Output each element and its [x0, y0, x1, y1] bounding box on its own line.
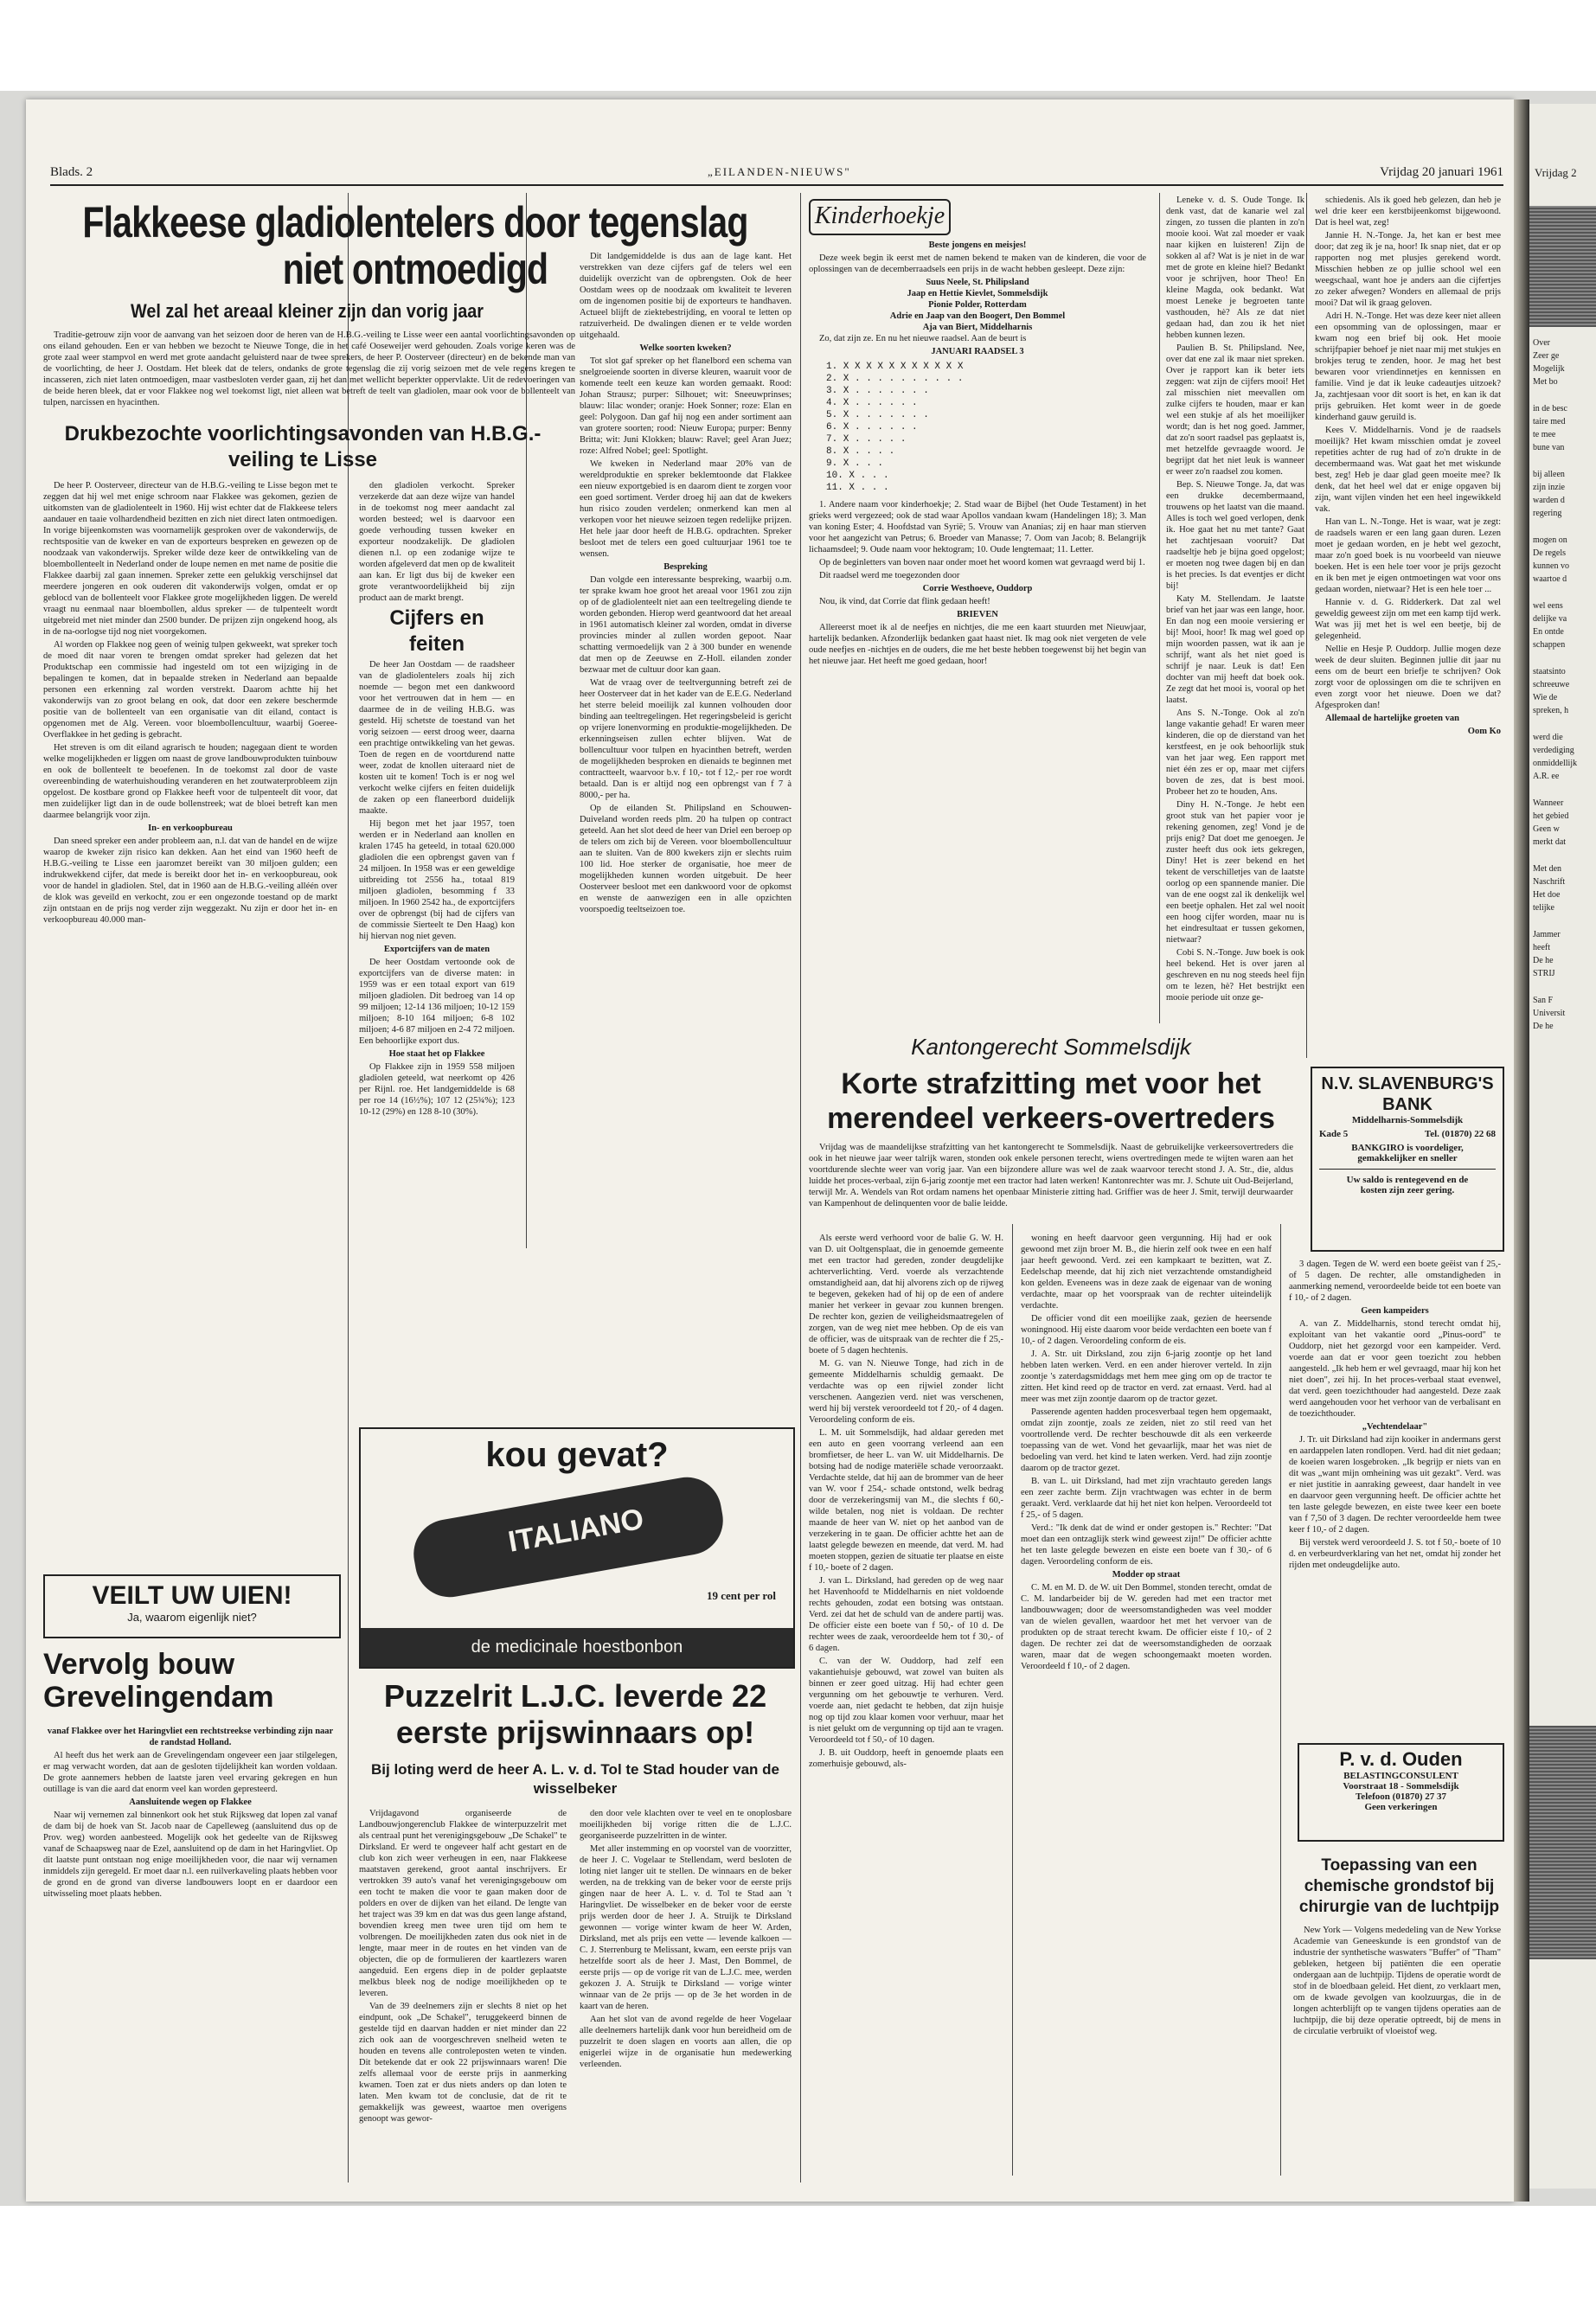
puzzelrit-paragraph: Met aller instemming en op voorstel van de voorzitter, de heer J. C. Vogelaar te Stellendam, werd besloten de loting niet langer uit te stellen. De winnaars en de beker werden, na de trekking van de beker voor de eerste prijs gingen naar de heer A. L. v. d. Tol te Stad aan 't Haringvliet. De wisselbeker en de beker voor de eerste prijs werden door de heer J. A. Struijk te Dirksland gewonnen — vorige winter kwam de heer W. Arden, Dirksland, met als prijs een vette — levende kalkoen — C. J. Sterrenburg te Melissant, kwam, een eerste prijs van hetzelfde soort als de heer J. Mast, Den Bommel, de eerste prijs — op de vorige rit van de L.J.C. mee, werden gekozen J. A. Struijk te Dirksland — vorige winter winnaar van de 2e prijs — op de 3e het worden in de kaart van de heren.	[580, 1844, 792, 2011]
adjacent-text-line: kunnen vo	[1533, 561, 1569, 571]
adjacent-text-line: A.R. ee	[1533, 772, 1560, 781]
lead-paragraph: Op de eilanden St. Philipsland en Schouwen-Duiveland worden reeds plm. 20 ha tulpen op contract geteeld. Aan het slot deed de heer van Driel een beroep op de telers om zich bij de Vereen. voor bloembollencultuur aan te sluiten. Van de 800 kwekers zijn er slechts ruim 100 lid. Hoe sterker de organisatie, hoe meer de mogelijkheden kunnen worden uitgebuit. De heer Oosterveer besloot met een dankwoord voor de opkomst en wenste de aanwezigen een in alle opzichten voorspoedig teeltseizoen toe.	[580, 804, 792, 914]
adjacent-text-line: wel eens	[1533, 601, 1563, 611]
puzzelrit-paragraph: Van de 39 deelnemers zijn er slechts 8 niet op het eindpunt, ook „De Schakel", teruggekeerd binnen de gestelde tijd en daarvan hadden er niet minder dan 22 zich ook aan de voorgeschreven snelheid weten te houden en tevens alle controleposten weten te vinden. Dit betekende dat er ook 22 prijswinnaars waren! Die zelfs allemaal voor de eerste prijs in aanmerking kwamen. Toen zat er dus niets anders op dan loten te laten. Men kwam tot de conclusie, dat de rit te gemakkelijk was geweest, waartoe men overigens genoopt was gewor-	[359, 2002, 567, 2124]
lead-paragraph: Het streven is om dit eiland agrarisch te houden; nagegaan dient te worden welke mogelijkheden er liggen om naast de grove landbouwprodukten tuinbouw en ook de bollenteelt te beoefenen. In de toekomst zal door de vaste overeenbinding de waterhuishouding veranderen en het zoutwaterprobleem zijn opgelost. De kostbare grond op Flakkee heeft voor de tulpenteelt dit voor, dat men zuidelijker ligt dan in de oude bollenstreek; wat de bloei betreft kan men daarmee belangrijk voor zijn.	[43, 743, 337, 820]
puzzelrit-column-1	[359, 1808, 567, 2171]
page-header	[50, 162, 1503, 186]
puzzle-row: 3. X . . . . . . .	[826, 386, 929, 396]
lead-paragraph: Hij begon met het jaar 1957, toen werden er in Nederland aan knollen en kralen 1745 ha geteeld, in totaal 620.000 gladiolen die een opbrengst gaven van f 24 miljoen. In 1958 was er een geweldige uitbreiding tot 2556 ha., totaal 819 miljoen gladiolen, besomming f 33 miljoen. In 1960 2542 ha., de exportcijfers over de opbrengst (bij had de cijfers van de commissie Sierteelt te Den Haag) kon hij hiervan nog niet geven.	[359, 819, 515, 941]
lead-paragraph: De heer P. Oosterveer, directeur van de H.B.G.-veiling te Lisse begon met te zeggen dat hij wel met enige schroom naar Flakkee was gekomen, gezien de uitkomsten van de gladiolenteelt in 1960. Hij wist echter dat de Flakkeese telers aandauer en taaie volhardendheid bezitten en zich niet direct laten ontmoedigen. In vorige bijeenkomsten was voornamelijk gesproken over de vakonderwijs, de rechtspositie van de kweker en van de exporteurs bespreken en gewezen op de noodzaak van vakonderwijs. Spreker wilde deze keer de ontwikkeling van de bloembollenteelt in Nederland onder de loupe nemen en met name de positie die Flakkee daarbij zal gaan innemen. Spreker zette een gelukkig verschijnsel dat meerdere jongeren en ook ouderen dit vakonderwijs volgen, omdat er op geblocd van de bollenteelt voor Flakkee grote mogelijkheden liggen. De wereld vraagt nu eenmaal naar bloembollen, aldus spreker — de tulpenteelt wordt uitgebreid met niet minder dan 2500 bunder. De prijzen zijn ongekend hoog, als in de na-oorlogse tijd nog niet voorgekomen.	[43, 481, 337, 637]
chemisch-article	[1293, 1925, 1501, 2176]
adjacent-text-line: heeft	[1533, 943, 1550, 952]
lead-column-2	[359, 480, 515, 1362]
italiano-ad	[359, 1427, 795, 1669]
court-paragraph: Verd.: "Ik denk dat de wind er onder gestopen is." Rechter: "Dat moet dan een ontzaglijk sterk wind geweest zijn!" De officier achtte het ten laste gelegde bewezen en eiste een boete van f 30,- of 6 dagen. Veroordeling conform de eis.	[1021, 1523, 1272, 1567]
lead-subheading: Welke soorten kweken?	[639, 343, 732, 353]
kinder-paragraph: Deze week begin ik eerst met de namen bekend te maken van de kinderen, die voor de oplossingen van de decemberraadsels een prijs in de wacht hebben gesleept. Deze zijn:	[809, 253, 1146, 274]
adjacent-text-line: STRIJ	[1533, 969, 1555, 978]
court-paragraph: M. G. van N. Nieuwe Tonge, had zich in de gemeente Middelharnis schuldig gemaakt. De verdachte was op een rijwiel zonder licht verschenen. Aangezien verd. niet was verschenen, werd hij bij verstek veroordeeld tot f 20,- of 4 dagen. Veroordeling conform de eis.	[809, 1359, 1003, 1425]
veilt-title: VEILT UW UIEN!	[92, 1581, 292, 1610]
lead-paragraph: Wat de vraag over de teeltvergunning betreft zei de heer Oosterveer dat in het kader van de E.E.G. Nederland het sterre beleid moeilijk zal kunnen volhouden door binding aan teeltregelingen. Het regeringsbeleid is gericht op vrijere lonenvorming en produktie-mogelijkheden. De erkenningseisen zullen echter blijven. Wat de bollencultuur voor tulpen en hyacinthen betreft, werden de mogelijkheden besproken en dienaids te beginnen met contractteelt, waarvoor b.v. f 10,- tot f 12,- per roe wordt betaald. Dan is er altijd nog een opbrengst van f 7 à 8000,- per ha.	[580, 678, 792, 800]
chemisch-headline: Toepassing van een chemische grondstof bij chirurgie van de luchtpijp	[1298, 1856, 1500, 1916]
bouw-paragraph: Al heeft dus het werk aan de Grevelingendam ongeveer een jaar stilgelegen, er mag verwacht worden, dat aan de gesloten tijdelijkheit kan worden voldaan. De grote aannemers hebben de laatste jaren veel ervaring gekregen en hun outillage is van die aard dat enorm veel kan worden gepresteerd.	[43, 1751, 337, 1794]
adjacent-text-line: merkt dat	[1533, 837, 1567, 847]
kinder-signoff: Oom Ko	[1467, 727, 1501, 736]
court-intro	[809, 1142, 1293, 1228]
slavenburg-ad	[1311, 1067, 1504, 1252]
court-column-3	[1289, 1259, 1501, 1726]
kinder-letter: Adri H. N.-Tonge. Het was deze keer niet alleen een opsomming van de oplossingen, maar er kwam nog een brief bij ook. Het mooie schrijfpapier behoef je niet naar mij met stukjes en brokjes terug te zenden, hoor. Je mag het best bewaren voor vriendinnetjes en kennissen en familie. Vind je dat ik leuke cadeautjes uitzoek? Ja, zachtjesaan voor dit soort is het, en kan ik dat prijs gebruiken. Het komt weer in de goede kinderhand gauw geruild is.	[1315, 311, 1501, 422]
lead-paragraph: Dit landgemiddelde is dus aan de lage kant. Het verstrekken van deze cijfers gaf de telers wel een duidelijk overzicht van de opbrengsten. Ook de heer Oostdam wees op de noodzaak om kwaliteit te leveren om de ingenomen positie bij de exporteurs te handhaven. Actueel blijft de ziektebestrijding, en vooral te letten op ratzuiverheid. De dwalingen dienen er te velde worden uitgehaald.	[580, 252, 792, 340]
kinder-closing: Allemaal de hartelijke groeten van	[1325, 714, 1459, 723]
italiano-tagline: de medicinale hoestbonbon	[361, 1628, 793, 1667]
court-paragraph: Bij verstek werd veroordeeld J. S. tot f 50,- boete of 10 d. en verbeurdverklaring van het net, omdat hij zonder het rijden met ondeugdelijke auto.	[1289, 1538, 1501, 1570]
ouden-title: BELASTINGCONSULENT	[1343, 1771, 1458, 1781]
puzzle-grid	[826, 361, 1146, 494]
adjacent-text-line: spreken, h	[1533, 706, 1569, 715]
slavenburg-line: BANKGIRO is voordeliger,	[1351, 1143, 1464, 1153]
court-kicker: Kantongerecht Sommelsdijk	[911, 1034, 1191, 1060]
lead-subheading: Exportcijfers van de maten	[383, 945, 490, 954]
ouden-note: Geen verkeringen	[1364, 1802, 1438, 1812]
court-paragraph: L. M. uit Sommelsdijk, had aldaar gereden met een auto en geen voorrang verleend aan een bromfietser, de heer L. van W. uit Middelharnis. De botsing had de nodige materiële schade veroorzaakt. Verdachte stelde, dat hij aan de brommer van de heer van W. voor f 254,- schade ontstond, welk bedrag door de verzekeringsmij van M., die slechts f 60,- wilde betalen, nog niet is voldaan. De rechter maande de heer van W. niet op het aanbod van de verzekering in te gaan. De officier achtte het aan de laatst gelegde bewezen en meende, dat verd. M. had moeten stoppen, gezien de situatie ter plaatse en eiste f 10,- boete of 2 dagen.	[809, 1428, 1003, 1573]
ouden-ad	[1298, 1743, 1504, 1842]
kinder-letter: Bep. S. Nieuwe Tonge. Ja, dat was een drukke decembermaand, trouwens op het laatst van die maand. Alles is toch wel goed verlopen, denk ik. Hoe gaat het nu met tante? Gaat het zachtjesaan vooruit? Dat raadseltje heb je bijna goed opgelost; er moeten nog twee dagen bij en dan is het precies. Is dat eventjes er dicht bij!	[1166, 480, 1304, 591]
chemisch-paragraph: New York — Volgens mededeling van de New Yorkse Academie van Geneeskunde is een grondstof van de industrie der synthetische waswaters "Buffer" of "Tham" gebleken, hetgeen bij patiënten die een operatie ondergaan aan de luchtpijp. Tijdens de operatie wordt de stof in de bloedbaan geleid. Het dient, zo verklaart men, om de kwade gevolgen van koolzuurgas, die in de longen achterblijft op te vangen tijdens operaties aan de luchtpijp, die bij deze operatie optreedt, bij de mens in de circulatie verbruikt of vloeistof weg.	[1293, 1926, 1501, 2036]
puzzle-row: 11. X . . .	[826, 483, 889, 493]
adjacent-text-line: De regels	[1533, 548, 1567, 558]
lead-subheading: Bespreking	[663, 562, 708, 572]
lead-subheading: In- en verkoopbureau	[148, 824, 233, 833]
column-rule	[1012, 1224, 1013, 2176]
adjacent-text-line: taire med	[1533, 417, 1566, 426]
kinder-letter: schiedenis. Als ik goed heb gelezen, dan heb je wel drie keer een kerstbijeenkomst bijgewoond. Dat is heel wat, zeg!	[1315, 195, 1501, 228]
adjacent-text-line: Met den	[1533, 864, 1562, 874]
adjacent-text-line: Wanneer	[1533, 798, 1564, 808]
lead-subhead: Wel zal het areaal kleiner zijn dan vorig jaar	[131, 300, 484, 322]
puzzle-row: 8. X . . . .	[826, 446, 895, 457]
adjacent-text-line: het gebied	[1533, 811, 1569, 821]
adjacent-page-date: Vrijdag 2	[1535, 166, 1577, 179]
kinder-paragraph: Allereerst moet ik al de neefjes en nichtjes, die me een kaart stuurden met Nieuwjaar, hartelijk bedanken. Afzonderlijk bedanken gaat haast niet. Ik mag ook niet vergeten de vele oude neefjes en -nichtjes en de ouders, die me het beste hebben toegewenst bij het begin van het nieuwe jaar. Het heeft me goed gedaan, hoor!	[809, 623, 1146, 666]
adjacent-photo	[1529, 1726, 1596, 1959]
kinder-letter: Katy M. Stellendam. Je laatste brief van het jaar was een lange, hoor. En dan nog een mooie versiering er bij! Mooi, hoor! Ik mag wel goed op mijn woorden passen, wat ik aan je schrijf, want als het niet goed is schrijf je naar. Leuk is dat! Een dochter van mij heeft dat boek ook. Ze zegt dat het mooi is, vooral op het laatst.	[1166, 594, 1304, 705]
puzzle-row: 5. X . . . . . . .	[826, 410, 929, 420]
lead-paragraph: Dan sneed spreker een ander probleem aan, n.l. dat van de handel en de wijze waarop de kweker zijn risico kan dekken. Aan het eind van 1960 heeft de H.B.G.-veiling te Lisse een jaaromzet bereikt van 30 miljoen gulden; een indrukwekkend cijfer, dat mede is bereikt door het in- en verkoopbureau, ook voor de handel in gladiolen. Stel, dat in 1960 aan de H.B.G.-veiling alléén over de klok was geveild en verkocht, zou er een ongezonde toestand op de markt zijn ontstaan en de prijs nog verder zijn weggezakt. Nu zijn er door het in- en verkoopbureau 40.000 man-	[43, 836, 337, 925]
court-paragraph: C. van der W. Ouddorp, had zelf een vakantiehuisje gebouwd, wat zowel van buiten als binnen er zeer goed uitzag. Hij had echter geen vergunning om het gebouwtje te verhuren. Verd. voerde aan, niet gedacht te hebben, dat zijn huisje nog op tijd zou klaar komen voor verhuur, maar het is niet gelukt om de vergunning op tijd aan te vragen. Veroordeeld tot f 50,- of 10 dagen.	[809, 1657, 1003, 1745]
kinder-letter: Kees V. Middelharnis. Vond je de raadsels moeilijk? Het kwam misschien omdat je zoveel repetities achter de rug had of zo'n drukte in de decembermaand was. Wat gaat het met wiskunde best, zeg! Heb je daar glad geen moeite mee? Ik denk, dat het heel wel dat er enige opgaven bij zijn, want vijlen vinden het een heel ingewikkeld vak.	[1315, 426, 1501, 514]
adjacent-text-line: Jammer	[1533, 930, 1561, 939]
kinder-greeting: Beste jongens en meisjes!	[928, 240, 1027, 250]
court-subheading: Geen kampeiders	[1361, 1306, 1429, 1316]
court-headline: Korte strafzitting met voor het merendeel verkeers-overtreders	[827, 1067, 1275, 1135]
slavenburg-tel: Tel. (01870) 22 68	[1424, 1129, 1496, 1139]
adjacent-text-line: zijn inzie	[1533, 483, 1565, 492]
court-paragraph: A. van Z. Middelharnis, stond terecht omdat hij, exploitant van het vakantie oord „Pinus-oord" te Ouddorp, niet het gezorgd voor een kampeider. Verd. voerde aan dat er voor geen toezicht zou hebben aangesteld. „Ik heb hem er wel gevraagd, maar hij kon het niet doen", zei hij. In het proces-verbaal staat evenwel, dat verd. geen toezichthouder had aangesteld. Deze zaak werd aangehouden voor het verhoor van de verbalisant en de toezichthouder.	[1289, 1319, 1501, 1419]
adjacent-text-line: schreeuwe	[1533, 680, 1570, 689]
kinder-letter: Ans S. N.-Tonge. Ook al zo'n lange vakantie gehad! Er waren meer kinderen, die op de dierstand van het kerstfeest, en je ook behoorlijk stuk van het jaar weg. Een rapport met niet één zes er op, maar met cijfers boven de zes, dat is best mooi. Probeer het zo te houden, Ans.	[1166, 708, 1304, 797]
adjacent-text-line: San F	[1533, 996, 1554, 1005]
lead-paragraph: Dan volgde een interessante bespreking, waarbij o.m. ter sprake kwam hoe groot het areaal voor 1961 zou zijn op of de gladiolenteelt niet aan een teeltregeling diende te worden gebonden. Hierop werd geantwoord dat het areaal in 1961 automatisch kleiner zal worden, omdat in diverse provincies minder al zullen worden gepoot. Naar schatting vermoedelijk van 2 à 300 bunder en wenende dat men op de Zeeuwse en Z-Holl. eilanden zonder bezwaar met de cultuur door kan gaan.	[580, 575, 792, 675]
adjacent-text-line: te mee	[1533, 430, 1556, 439]
kinder-winners	[809, 277, 1146, 333]
kinder-letter: Jannie H. N.-Tonge. Ja, het kan er best mee door; dat zeg ik je na, hoor! Ik snap niet, dat er op rapporten nog met plusjes gerekend wordt. Misschien hebben ze op jullie school wel een weegschaal, want hoe je anders aan die cijfertjes zo zeker afwegen? Wonders en allemaal de prijs mooi? Dat wil ik graag geloven.	[1315, 231, 1501, 308]
puzzle-clues: 1. Andere naam voor kinderhoekje; 2. Stad waar de Bijbel (het Oude Testament) in het grieks werd vergezeed; ook de stad waar Apollos vandaan kwam (Handelingen 18); 3. Man van koning Ester; 4. Hoofdstad van Syrië; 5. Vrouw van Ananias; zij en haar man stierven voor het aangezicht van Petrus; 6. Broeder van Manasse; 7. Oom van Jacob; 8. Belangrijk lichaamsdeel; 9. Oude naam voor hektogram; 10. Oude lengtemaat; 11. Letter.	[809, 500, 1146, 554]
adjacent-text-line: Zeer ge	[1533, 351, 1560, 361]
veilt-box	[43, 1574, 341, 1638]
kinderhoekje-column-2	[1166, 195, 1304, 1025]
court-paragraph: De officier vond dit een moeilijke zaak, gezien de heersende woningnood. Hij eiste daarom voor beide verdachten een boete van f 10,- of 2 dagen. Veroordeling conform de eis.	[1021, 1314, 1272, 1346]
adjacent-text-line: staatsinto	[1533, 667, 1566, 676]
adjacent-text	[1533, 337, 1595, 1034]
adjacent-text-line: Universit	[1533, 1009, 1566, 1018]
ouden-name: P. v. d. Ouden	[1339, 1748, 1463, 1770]
lead-intro	[43, 330, 575, 416]
page-binding	[1514, 99, 1529, 2202]
winner-name: Pionie Polder, Rotterdam	[928, 300, 1027, 310]
adjacent-photo	[1529, 206, 1596, 327]
ouden-tel: Telefoon (01870) 27 37	[1355, 1791, 1446, 1802]
puzzle-sender: Corrie Westhoeve, Ouddorp	[922, 584, 1033, 593]
court-paragraph: C. M. en M. D. de W. uit Den Bommel, stonden terecht, omdat de C. M. landarbeider bij de W. gereden had met een tractor met landbouwwagen; door de weersomstandigheden was veel modder van de wielen gevallen, waardoor het met het vervoer van de produkten op de straat terecht kwam. De officier eiste f 10,- of 2 dagen. De rechter zei dat de weersomstandigheden de oorzaak waren, maar dat de wegen schoongemaakt moeten worden. Veroordeeld f 10,- of 2 dagen.	[1021, 1583, 1272, 1671]
adjacent-text-line: verdediging	[1533, 746, 1574, 755]
adjacent-text-line: Naschrift	[1533, 877, 1566, 887]
court-subheading: Modder op straat	[1112, 1570, 1181, 1580]
adjacent-text-line: En ontde	[1533, 627, 1564, 637]
lead-paragraph: De heer Jan Oostdam — de raadsheer van de gladiolentelers zoals hij zich noemde — begon met een dankwoord voor het vertrouwen dat in hem — en daarmee de in de veiling H.B.G. was gesteld. Hij schetste de toestand van het vorig seizoen — eerst droog weer, daarna een prachtige ontwikkeling van het gewas. Toen de regen en de voortdurend natte weer, zodat de knollen uiteraard niet de kosten uit te komen! Toch is er nog wel verkocht welke cijfers en feiten duidelijk de zaken op een flaneerbord duidelijk maakte.	[359, 660, 515, 816]
kinder-letter: Cobi S. N.-Tonge. Juw boek is ook heel bekend. Het is over jaren al geschreven en nu nog steeds heel fijn om te lezen, hè? Het bestrijkt een mooie periode uit onze ge-	[1166, 948, 1304, 1003]
veilt-sub: Ja, waarom eigenlijk niet?	[127, 1611, 257, 1624]
puzzle-row: 7. X . . . . .	[826, 434, 907, 445]
slavenburg-address: Kade 5	[1319, 1129, 1349, 1139]
lead-subheading: Hoe staat het op Flakkee	[388, 1049, 485, 1059]
lead-paragraph: Op Flakkee zijn in 1959 558 miljoen gladiolen geteeld, wat neerkomt op 426 per Rijnl. roe. Het landgemiddelde is 68 per roe 14 (16½%); 107 12 (25¾%); 123 10-12 (29%) en 128 8-10 (30%).	[359, 1062, 515, 1117]
slavenburg-line: gemakkelijker en sneller	[1357, 1153, 1458, 1163]
kinder-letter: Paulien B. St. Philipsland. Nee, over dat ene zal ik maar niet spreken. Over je rapport kan ik beter iets zeggen: wat zijn de cijfers mooi! Het zal misschien niet meevallen om zulke cijfers te houden, maar er kan wel een stukje af als het moeilijker wordt; dan is het nog goed. Jammer, dat zo'n soort raadsel pas geplaatst is, met hetzelfde gevraagde woord. Je begrijpt dat het niet leuk is wanneer er weer zo'n raadsel zou komen.	[1166, 343, 1304, 477]
lead-paragraph: De heer Oostdam vertoonde ook de exportcijfers van de diverse maten: in 1959 was er een totaal export van 619 miljoen gladiolen. Dit bedroeg van 14 op 99 miljoen; 12-14 136 miljoen; 10-12 159 miljoen; 8-10 164 miljoen; 6-8 102 miljoen; 4-6 87 miljoen en 2-4 72 miljoen. Een behoorlijke export dus.	[359, 958, 515, 1046]
adjacent-text-line: schappen	[1533, 640, 1566, 650]
adjacent-text-line: waartoe d	[1533, 574, 1567, 584]
court-column-1	[809, 1233, 1003, 2176]
adjacent-text-line: telijke	[1533, 903, 1554, 913]
court-paragraph: B. van L. uit Dirksland, had met zijn vrachtauto gereden langs een zeer zachte berm. Zijn vrachtwagen was echter in de berm geraakt. Verd. verklaarde dat hij het niet kon helpen. Veroordeeld tot f 25,- of 5 dagen.	[1021, 1477, 1272, 1520]
adjacent-text-line: warden d	[1533, 496, 1565, 505]
kinder-paragraph: Nou, ik vind, dat Corrie dat flink gedaan heeft!	[819, 597, 990, 606]
kinder-paragraph: Zo, dat zijn ze. En nu het nieuwe raadsel. Aan de beurt is	[819, 334, 1027, 343]
adjacent-text-line: Over	[1533, 338, 1550, 348]
italiano-brand: ITALIANO	[505, 1502, 646, 1559]
adjacent-text-line: Wie de	[1533, 693, 1558, 702]
italiano-headline: kou gevat?	[485, 1436, 669, 1474]
adjacent-text-line: De he	[1533, 1022, 1554, 1031]
kinderhoekje-title: Kinderhoekje	[809, 199, 951, 235]
court-paragraph: woning en heeft daarvoor geen vergunning. Hij had er ook gewoond met zijn broer M. B., die hierin zelf ook twee en een half jaar heeft gewoond. Verd. zei een kampkaart te bezitten, wat Z. Eedelschap meende, dat hij zich niet verzachtende omstandigheid kon gelden. Eveneens was in deze zaak de eigenaar van de woning verdachte, maar op het voorspraak van de rechter uiteindelijk verdachte.	[1021, 1234, 1272, 1311]
puzzelrit-headline: Puzzelrit L.J.C. leverde 22 eerste prijswinnaars op!	[383, 1678, 767, 1750]
lead-paragraph: We kweken in Nederland maar 20% van de wereldproduktie en spreker beklemtoonde dat Flakkee een nieuw exportgebied is en daarom dient te zorgen voor een goed sortiment. Verder droeg hij aan dat de kwekers hun risico zouden verdelen; onmerkend kan men al verkopen voor het nieuwe seizoen tegen redelijke prijzen. Het hele jaar door heeft de H.B.G. opdrachten. Spreker besloot met de telers een goed cultuurjaar 1961 toe te wensen.	[580, 459, 792, 559]
bouw-dek: vanaf Flakkee over het Haringvliet een rechtstreekse verbinding zijn naar de randstad Holland.	[47, 1727, 334, 1747]
kinderhoekje-column-1	[809, 240, 1146, 1027]
lead-column-3	[580, 251, 792, 1397]
adjacent-text-line: in de besc	[1533, 404, 1567, 413]
lead-paragraph: Al worden op Flakkee nog geen of weinig tulpen gekweekt, wat spreker toch de moed dit naar voren te brengen omdat spreker had gelezen dat het Produktschap een commissie had ingesteld om tot een wijziging in de bepalingen te komen, dat in bepaalde streken in Nederland aan bepaalde personen een erkenning zal worden verstrekt. Daarom achtte hij het vakonderwijs van zo groot belang en ook, dat door een zekere beschermde positie van de bollenteelt van een organisatie van dit eiland, contact is opgenomen met de Alg. Vereen. voor bloembollencultuur, waarbij Goeree-Overflakkee in het geding is gebracht.	[43, 640, 337, 740]
lead-paragraph: den gladiolen verkocht. Spreker verzekerde dat aan deze wijze van handel in de toekomst nog meer aandacht zal worden besteed; wel is daarvoor een goede verhouding tussen kweker en exporteur noodzakelijk. De gladiolen dienen n.l. op een zodanige wijze te worden afgeleverd dat men op de kwaliteit aan kan. Er ligt dus bij de kweker een grote verantwoordelijkheid bij zijn product aan de markt brengt.	[359, 481, 515, 603]
hoestbonbon-roll	[408, 1471, 728, 1602]
winner-name: Aja van Biert, Middelharnis	[922, 323, 1033, 332]
column-rule	[1280, 1224, 1281, 2176]
puzzelrit-paragraph: den door vele klachten over te veel en te onoplosbare moeilijkheden bij vorige ritten die de L.J.C. georganiseerde puzzelritten in de winter.	[580, 1809, 792, 1841]
kinder-paragraph: Op de beginletters van boven naar onder moet het woord komen wat gevraagd werd bij 1.	[819, 558, 1145, 567]
puzzle-row: 10. X . . .	[826, 471, 889, 481]
court-paragraph: 3 dagen. Tegen de W. werd een boete geëist van f 25,- of 5 dagen. De rechter, alle omstandigheden in aanmerking nemend, veroordeelde beide tot een boete van f 10,- of 2 dagen.	[1289, 1259, 1501, 1303]
puzzelrit-subhead: Bij loting werd de heer A. L. v. d. Tol te Stad houder van de wisselbeker	[371, 1761, 779, 1797]
adjacent-text-line: regering	[1533, 509, 1562, 518]
column-rule	[348, 193, 349, 2182]
adjacent-text-line: onmiddellijk	[1533, 759, 1578, 768]
bouw-paragraph: Naar wij vernemen zal binnenkort ook het stuk Rijksweg dat lopen zal vanaf de dam bij de hoek van St. Jacob naar de Capelleweg (aansluitend dus op de Prov. weg) worden aanbesteed. Mogelijk ook het gedeelte van de Rijksweg vanaf de Schaapsweg naar de Ezel, aansluitend op de dam in het Haringvliet. Op dit laatste punt ontstaan nog enige moeilijkheden voor, die naar wij vernamen inmiddels zijn geregeld. Er moet daar n.l. een ruilverkaveling plaats hebben voor de grond en de grond van diverse landbouwers loopt en er daardoor een uitwisseling moet plaats hebben.	[43, 1811, 337, 1899]
slavenburg-line: Uw saldo is rentegevend en de	[1319, 1169, 1496, 1185]
court-paragraph: Vrijdag was de maandelijkse strafzitting van het kantongerecht te Sommelsdijk. Naast de gebruikelijke verkeersovertreders die ook in het nieuwe jaar weer talrijk waren, stonden ook enkele personen terecht, wiens overtredingen mede te wijten waren aan het voortdurende slechte weer van vorig jaar. Van een bijzondere allure was wel de zaak waarvoor terecht stond J. A. Str., die, aldus luidde het proces-verbaal, zijn 6-jarig zoontje met een tractor had laten werken! Kantonrechter was mr. J. Schute uit Oud-Beijerland, terwijl Mr. A. Wendels van Rot ordam namens het openbaar Ministerie zitting had. Griffier was de heer J. Smit, terwijl deurwaarder van Kampenhout de delinquenten voor de balie leidde.	[809, 1143, 1293, 1208]
court-subheading: „Vechtendelaar"	[1362, 1422, 1428, 1432]
adjacent-text-line: Mogelijk	[1533, 364, 1565, 374]
puzzle-row: 9. X . . .	[826, 458, 884, 469]
puzzle-row: 2. X . . . . . . . . . .	[826, 374, 964, 384]
newspaper-page	[26, 99, 1514, 2202]
adjacent-page	[1529, 104, 1596, 2189]
adjacent-text-line: mogen on	[1533, 535, 1567, 545]
adjacent-text-line: De he	[1533, 956, 1554, 965]
page-date: Vrijdag 20 januari 1961	[1380, 165, 1503, 179]
kinder-letter: Hannie v. d. G. Ridderkerk. Dat zal wel geweldig geweest zijn om met een kamp tijd werk. Wat was jij met het is wel een beetje, bij de gelegenheid.	[1315, 598, 1501, 641]
lead-paragraph: Tot slot gaf spreker op het flanelbord een schema van snelgroeiende soorten in diverse kleuren, waaruit voor de komende teelt een keuze kan worden gemaakt. Rood: Johan Strausz; purper: Silhouet; wit: Sneeuwprinses; blauw: lilac wonder; oranje: Hoek Sonner; roze: Elan en geel: Polygoon. Dan gaf hij nog een ander sortiment aan van grotere soorten; rood: Nieuw Europa; purper: Benny Britta; wit: Juni Klokken; blauw: Ravel; geel Aran Juez; roze: Alfred Nobel; geel: Spotlight.	[580, 356, 792, 456]
winner-name: Jaap en Hettie Kievlet, Sommelsdijk	[907, 289, 1048, 298]
ouden-address: Voorstraat 18 - Sommelsdijk	[1343, 1781, 1459, 1791]
slavenburg-contact	[1312, 1125, 1503, 1143]
court-paragraph: Als eerste werd verhoord voor de balie G. W. H. van D. uit Ooltgensplaat, die in genoemde gemeente met een tractor had gereden, zonder deugdelijke achterverlichting. Verd. voerde als verzachtende omstandigheid aan, dat hij alvorens zich op de rijweg te begeven, gekeken had of hij op de een of andere manier het verkeer in gevaar zou kunnen brengen. De rechter kon, gezien de veiligheidsmaatregelen of zorgen, van de weg niet mee hebben. Op de eis van de officier, was de uitspraak van de rechter die f 25,- boete of 5 dagen hechtenis.	[809, 1234, 1003, 1356]
adjacent-text-line: bij alleen	[1533, 470, 1565, 479]
slavenburg-place: Middelharnis-Sommelsdijk	[1351, 1115, 1464, 1125]
kinder-paragraph: Dit raadsel werd me toegezonden door	[819, 571, 960, 580]
kinder-letter: Nellie en Hesje P. Ouddorp. Jullie mogen deze week de deur sluiten. Beginnen jullie dit jaar nu eens om de beurt een briefje te schrijven? Ook zorgt voor de oplossingen om die te schrijven en even zorgt voor het nieuwe. Doen we dat? Afgesproken dan!	[1315, 644, 1501, 710]
adjacent-text-line: werd die	[1533, 733, 1563, 742]
bouw-headline: Vervolg bouw Grevelingendam	[43, 1648, 274, 1714]
bouw-article	[43, 1726, 337, 2176]
slavenburg-name: N.V. SLAVENBURG'S BANK	[1321, 1074, 1494, 1114]
lead-intro-text: Traditie-getrouw zijn voor de aanvang van het seizoen door de heren van de H.B.G.-veiling te Lisse weer een aantal voorlichtingsavonden op ons eiland gehouden. Een er van hebben we bezocht te Nieuwe Tonge, die in het café Ooseweijer werd gehouden. Zoals vorige keren was de grote zaal weer stampvol en werd met grote aandacht geluisterd naar de twee sprekers, de heer P. Oosterveer (directeur) en de bekende man van de voorlichting, de heer J. Oostdam. Het bleek dat de telers, ondanks de grote tegenslag die zij vorig seizoen met de vele regens kregen te incasseren, zich niet laten ontmoedigen, maar vastbesloten verder gaan, zij het dan met wellicht beperkter oppervlakte. Uit de redevoeringen van de beide heren bleek, dat er voor Flakkee nog wel toekomst ligt, niet alleen wat betreft de teelt van gladiolen, maar ook voor de bollenteelt van tulpen, narcissen en hyacinthen.	[43, 330, 575, 407]
winner-name: Suus Neele, St. Philipsland	[926, 278, 1029, 287]
court-paragraph: J. A. Str. uit Dirksland, zou zijn 6-jarig zoontje op het land hebben laten werken. Verd. en een ander hierover verteld. In zijn zoontje 's zaterdagsmiddags met hem mee ging om op de tractor te zitten. Het kind reed op de tractor en verd. zat ernaast. Verd. had al meer was met zijn zoontje daarom op de tractor gezet.	[1021, 1349, 1272, 1404]
lead-column-1	[43, 480, 337, 1362]
adjacent-text-line: delijke va	[1533, 614, 1567, 624]
puzzle-row: 1. X X X X X X X X X X X	[826, 362, 964, 372]
puzzle-row: 6. X . . . . . .	[826, 422, 918, 433]
court-paragraph: J. B. uit Ouddorp, heeft in genoemde plaats een zomerhuisje gebouwd, als-	[809, 1748, 1003, 1769]
slavenburg-line: kosten zijn zeer gering.	[1360, 1185, 1455, 1195]
column-rule	[1159, 193, 1160, 1023]
adjacent-text-line: bune van	[1533, 443, 1565, 452]
puzzle-title: JANUARI RAADSEL 3	[931, 347, 1024, 356]
court-column-2	[1021, 1233, 1272, 2176]
masthead: „EILANDEN-NIEUWS"	[708, 165, 851, 178]
lead-headline: Flakkeese gladiolentelers door tegenslag niet ontmoedigd	[82, 198, 748, 293]
court-paragraph: Passerende agenten hadden procesverbaal tegen hem opgemaakt, omdat zijn zoontje, zoals ze zeiden, niet zo stil reed van het voortrollende verd. De rechter beschouwde dit als een verkeerde toepassing van de wet. Vond het gevaarlijk, maar het was niet de bedoeling van verd. het kind te laten werken. Verd. had zijn zoontje daarom op de tractor gezet.	[1021, 1407, 1272, 1473]
adjacent-text-line: Het doe	[1533, 890, 1561, 900]
lead-subheading: Cijfers en feiten	[389, 606, 484, 656]
court-paragraph: J. van L. Dirksland, had gereden op de weg naar het Havenhoofd te Middelharnis en niet voldoende rechts gehouden, zodat een botsing was ontstaan. Verd. zei dat het de schuld van de andere partij was. De officier eiste een boete van f 50,- of 10 d. De rechter wees de zaak, veroordeelde hem tot f 30,- of 6 dagen.	[809, 1576, 1003, 1653]
adjacent-text-line: Met bo	[1533, 377, 1558, 387]
winner-name: Adrie en Jaap van den Boogert, Den Bommel	[889, 311, 1066, 321]
italiano-price: 19 cent per rol	[706, 1589, 776, 1602]
lead-section-heading: Drukbezochte voorlichtingsavonden van H.B.G.-veiling te Lisse	[64, 422, 542, 471]
page-number: Blads. 2	[50, 165, 93, 179]
kinder-letter: Leneke v. d. S. Oude Tonge. Ik denk vast, dat de kanarie wel zal zingen, zo tussen die planten in zo'n mooie kooi. Wat zal moeder er vaak naar kijken en luisteren! Zijn de sokken al af? Wat is je niet in de war met de grote en kleine hiel? Bedankt voor je schrijven, hoor Theo! En kleine Magda, ook bedankt. Wat moest Leneke je begroeten tante vasthouden, hè? Als ze dat niet gedaan had, dan zou ik het niet hebben kunnen lezen.	[1166, 195, 1304, 340]
kinder-letter: Han van L. N.-Tonge. Het is waar, wat je zegt: de raadsels waren er een lang gaan duren. Lezen moet je gedaan worden, en je hebt wel gezocht, maar zo'n goed boek is nu voorbeeld van nieuwe boeken. Het is een hele toer voor je prijs gezocht en ik ben met je eigen ontmoetingen wat voor ons gedaan worden, nietwaar? Het is een hele toer ...	[1315, 517, 1501, 594]
puzzle-row: 4. X . . . . . .	[826, 398, 918, 408]
column-rule	[1306, 193, 1307, 1058]
bouw-subheading: Aansluitende wegen op Flakkee	[129, 1798, 252, 1807]
kinder-letter: Diny H. N.-Tonge. Je hebt een groot stuk van het papier voor je rekening genomen, zeg! Vond je de prijs enig? Dat doet me genoegen. Je zuster heeft dus ook iets gekregen, Diny! Het is zeer bekend en het tekent de verschilletjes van de laatste oorlog op een spannende manier. Die van de ene oogst zal ik denkelijk wel een beetje ophalen. Het zal wel nooit een hoog cijfer worden, maar nu is het eindresultaat er tussen gekomen, nietwaar?	[1166, 800, 1304, 945]
kinderhoekje-column-3	[1315, 195, 1501, 1060]
kinder-subheading: BRIEVEN	[957, 610, 998, 619]
puzzelrit-paragraph: Vrijdagavond organiseerde de Landbouwjongerenclub Flakkee de winterpuzzelrit met als centraal punt het verenigingsgebouw „De Schakel" te Dirksland. Er werd te ongeveer half acht gestart en de club kon zich weer verheugen in een, naar Flakkeese maatstaven gerekend, groot aantal inschrijvers. Er vertrokken 39 auto's vanaf het verenigingsgebouw om een tocht te maken die voor te gaan maken door de polders en over de dijken van het eiland. De lengte van het traject was 39 km en dat was dus geen lange afstand, bovendien kreeg men twee uren tijd om hem te volbrengen. De moeilijkheden zaten dus ook niet in de lengte, maar meer in de routes en het vinden van de objecten, die op de formulieren der kaartlezers waren aangeduid. Een ergens diep in de polder geplaatste melkbus bleek nog de nodige moeilijkheden op te leveren.	[359, 1809, 567, 1998]
column-rule	[800, 193, 801, 2182]
adjacent-text-line: Geen w	[1533, 824, 1560, 834]
puzzelrit-paragraph: Aan het slot van de avond regelde de heer Vogelaar alle deelnemers hartelijk dank voor hun bereidheid om de puzzelrit te doen slagen en voorts aan allen, die op enigerlei wijze in de organisatie hun medewerking verleenden.	[580, 2015, 792, 2069]
court-paragraph: J. Tr. uit Dirksland had zijn kooiker in andermans gerst en aardappelen laten rondlopen. Verd. had dit niet gedaan; de koeien waren losgebroken. „Ik begrijp er niets van en dit was „want mijn omheining was uit gezakt". Verd. was er niet justitie in aanraking geweest, daar handelt in vee en daarvoor geen vergunning heeft. De officier achtte het ten laste gelegde bewezen, en eiste twee keer een boete van f 7,50 of 3 dagen. De rechter veroordeelde hem twee keer f 10,- of 2 dagen.	[1289, 1435, 1501, 1535]
puzzelrit-column-2	[580, 1808, 792, 2171]
